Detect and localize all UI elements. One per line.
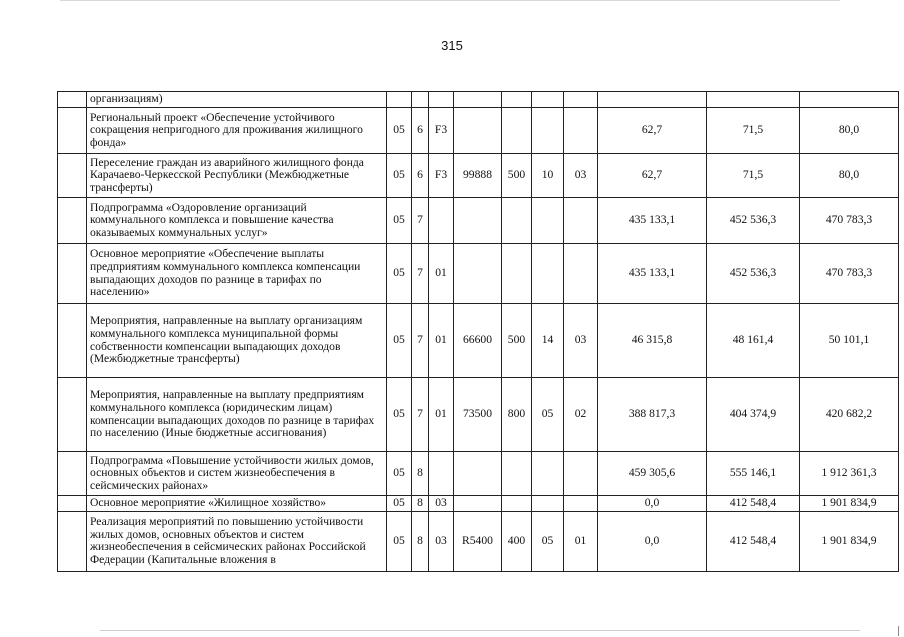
amount-year-3-cell: 80,0 — [800, 154, 899, 198]
amount-year-3-cell: 420 682,2 — [800, 378, 899, 452]
extra-code-1-cell: 10 — [532, 154, 564, 198]
scan-edge-top — [60, 0, 840, 1]
extra-code-1-cell — [532, 108, 564, 154]
row-index-cell — [58, 154, 87, 198]
table-row — [58, 378, 899, 452]
table-row — [58, 496, 899, 512]
section-code-cell: 05 — [387, 244, 412, 304]
expense-type-code-cell — [502, 496, 532, 512]
row-index-cell — [58, 92, 87, 108]
section-code-cell: 05 — [387, 496, 412, 512]
page-number: 315 — [441, 38, 463, 53]
row-index-cell — [58, 511, 87, 571]
extra-code-1-cell — [532, 496, 564, 512]
amount-year-1-cell: 46 315,8 — [598, 304, 707, 378]
direction-code-cell: R5400 — [454, 511, 502, 571]
table-row — [58, 304, 899, 378]
extra-code-1-cell: 14 — [532, 304, 564, 378]
program-code-cell: 03 — [429, 511, 454, 571]
amount-year-1-cell: 388 817,3 — [598, 378, 707, 452]
direction-code-cell — [454, 452, 502, 496]
scan-mark — [898, 626, 899, 636]
amount-year-3-cell: 1 901 834,9 — [800, 511, 899, 571]
section-code-cell: 05 — [387, 108, 412, 154]
expense-type-code-cell — [502, 452, 532, 496]
subsection-code-cell — [412, 92, 429, 108]
subsection-code-cell: 7 — [412, 244, 429, 304]
row-index-cell — [58, 304, 87, 378]
program-code-cell — [429, 92, 454, 108]
direction-code-cell: 73500 — [454, 378, 502, 452]
row-index-cell — [58, 452, 87, 496]
item-name-cell: Переселение граждан из аварийного жилищного фонда Карачаево-Черкесской Республики (Межбюджетные трансферты) — [87, 154, 387, 198]
item-name-cell: Основное мероприятие «Жилищное хозяйство» — [87, 496, 387, 512]
scan-edge-bottom — [100, 630, 860, 631]
amount-year-1-cell: 435 133,1 — [598, 198, 707, 244]
direction-code-cell: 99888 — [454, 154, 502, 198]
table-row — [58, 198, 899, 244]
section-code-cell: 05 — [387, 198, 412, 244]
direction-code-cell: 66600 — [454, 304, 502, 378]
section-code-cell: 05 — [387, 378, 412, 452]
program-code-cell: 01 — [429, 244, 454, 304]
extra-code-2-cell: 01 — [564, 511, 598, 571]
extra-code-2-cell: 03 — [564, 304, 598, 378]
row-index-cell — [58, 496, 87, 512]
direction-code-cell — [454, 244, 502, 304]
section-code-cell — [387, 92, 412, 108]
extra-code-1-cell: 05 — [532, 378, 564, 452]
program-code-cell — [429, 452, 454, 496]
extra-code-2-cell — [564, 452, 598, 496]
amount-year-3-cell: 1 901 834,9 — [800, 496, 899, 512]
amount-year-2-cell: 412 548,4 — [707, 496, 800, 512]
direction-code-cell — [454, 92, 502, 108]
amount-year-1-cell: 0,0 — [598, 496, 707, 512]
item-name-cell: Мероприятия, направленные на выплату организациям коммунального комплекса муниципальной формы собственности компенсации выпадающих доходов (Межбюджетные трансферты) — [87, 304, 387, 378]
table-row — [58, 452, 899, 496]
expense-type-code-cell: 800 — [502, 378, 532, 452]
amount-year-2-cell: 412 548,4 — [707, 511, 800, 571]
section-code-cell: 05 — [387, 154, 412, 198]
row-index-cell — [58, 198, 87, 244]
expense-type-code-cell — [502, 198, 532, 244]
expense-type-code-cell — [502, 108, 532, 154]
item-name-cell: Основное мероприятие «Обеспечение выплаты предприятиям коммунального комплекса компенсации выпадающих доходов по разнице в тарифах по населению» — [87, 244, 387, 304]
amount-year-2-cell — [707, 92, 800, 108]
amount-year-2-cell: 452 536,3 — [707, 198, 800, 244]
amount-year-1-cell: 62,7 — [598, 154, 707, 198]
expense-type-code-cell — [502, 92, 532, 108]
amount-year-2-cell: 555 146,1 — [707, 452, 800, 496]
table-row — [58, 511, 899, 571]
direction-code-cell — [454, 198, 502, 244]
program-code-cell: 03 — [429, 496, 454, 512]
amount-year-2-cell: 452 536,3 — [707, 244, 800, 304]
subsection-code-cell: 7 — [412, 304, 429, 378]
amount-year-1-cell: 459 305,6 — [598, 452, 707, 496]
section-code-cell: 05 — [387, 304, 412, 378]
item-name-cell: Реализация мероприятий по повышению устойчивости жилых домов, основных объектов и систем жизнеобеспечения в сейсмических районах Российской Федерации (Капитальные вложения в — [87, 511, 387, 571]
item-name-cell: Региональный проект «Обеспечение устойчивого сокращения непригодного для проживания жилищного фонда» — [87, 108, 387, 154]
amount-year-3-cell: 1 912 361,3 — [800, 452, 899, 496]
table-row — [58, 154, 899, 198]
item-name-cell: Мероприятия, направленные на выплату предприятиям коммунального комплекса (юридическим лицам) компенсации выпадающих доходов по разнице в тарифах по населению (Иные бюджетные ассигнования) — [87, 378, 387, 452]
extra-code-2-cell: 03 — [564, 154, 598, 198]
extra-code-2-cell — [564, 92, 598, 108]
direction-code-cell — [454, 496, 502, 512]
amount-year-2-cell: 404 374,9 — [707, 378, 800, 452]
direction-code-cell — [454, 108, 502, 154]
amount-year-1-cell: 0,0 — [598, 511, 707, 571]
program-code-cell: 01 — [429, 304, 454, 378]
section-code-cell: 05 — [387, 452, 412, 496]
extra-code-1-cell — [532, 198, 564, 244]
subsection-code-cell: 6 — [412, 108, 429, 154]
subsection-code-cell: 7 — [412, 378, 429, 452]
extra-code-2-cell — [564, 108, 598, 154]
extra-code-2-cell: 02 — [564, 378, 598, 452]
amount-year-1-cell — [598, 92, 707, 108]
row-index-cell — [58, 244, 87, 304]
amount-year-2-cell: 48 161,4 — [707, 304, 800, 378]
program-code-cell: 01 — [429, 378, 454, 452]
extra-code-2-cell — [564, 496, 598, 512]
program-code-cell: F3 — [429, 154, 454, 198]
program-code-cell: F3 — [429, 108, 454, 154]
row-index-cell — [58, 378, 87, 452]
row-index-cell — [58, 108, 87, 154]
amount-year-1-cell: 435 133,1 — [598, 244, 707, 304]
extra-code-1-cell — [532, 244, 564, 304]
program-code-cell — [429, 198, 454, 244]
table-row — [58, 108, 899, 154]
amount-year-3-cell: 470 783,3 — [800, 198, 899, 244]
expense-type-code-cell: 500 — [502, 154, 532, 198]
table-body — [58, 92, 899, 572]
subsection-code-cell: 7 — [412, 198, 429, 244]
extra-code-2-cell — [564, 244, 598, 304]
expense-type-code-cell: 500 — [502, 304, 532, 378]
subsection-code-cell: 6 — [412, 154, 429, 198]
amount-year-3-cell: 50 101,1 — [800, 304, 899, 378]
amount-year-3-cell — [800, 92, 899, 108]
amount-year-3-cell: 470 783,3 — [800, 244, 899, 304]
expense-type-code-cell: 400 — [502, 511, 532, 571]
item-name-cell: Подпрограмма «Повышение устойчивости жилых домов, основных объектов и систем жизнеобеспечения в сейсмических районах» — [87, 452, 387, 496]
amount-year-2-cell: 71,5 — [707, 154, 800, 198]
extra-code-1-cell — [532, 452, 564, 496]
budget-table — [57, 91, 899, 572]
amount-year-1-cell: 62,7 — [598, 108, 707, 154]
subsection-code-cell: 8 — [412, 452, 429, 496]
amount-year-3-cell: 80,0 — [800, 108, 899, 154]
table-row — [58, 244, 899, 304]
extra-code-1-cell: 05 — [532, 511, 564, 571]
section-code-cell: 05 — [387, 511, 412, 571]
extra-code-2-cell — [564, 198, 598, 244]
extra-code-1-cell — [532, 92, 564, 108]
expense-type-code-cell — [502, 244, 532, 304]
item-name-cell: Подпрограмма «Оздоровление организаций коммунального комплекса и повышение качества оказываемых коммунальных услуг» — [87, 198, 387, 244]
amount-year-2-cell: 71,5 — [707, 108, 800, 154]
table-row — [58, 92, 899, 108]
item-name-cell: организациям) — [87, 92, 387, 108]
subsection-code-cell: 8 — [412, 496, 429, 512]
subsection-code-cell: 8 — [412, 511, 429, 571]
